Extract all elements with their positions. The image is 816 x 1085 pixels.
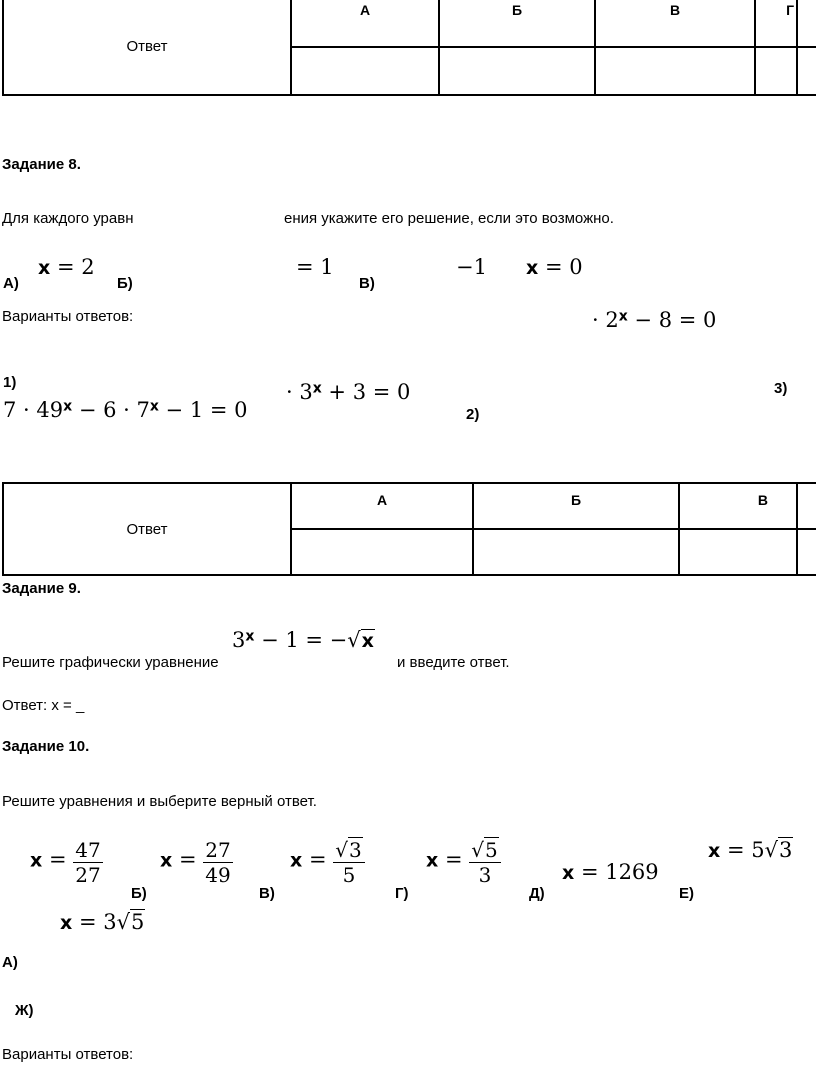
task10-label-b: Б) <box>131 885 147 902</box>
task10-option-b-math: x = $\frac{27}{49}$ <box>160 838 231 887</box>
column-header-a-2: А <box>291 483 473 529</box>
task8-label-b: Б) <box>117 275 133 292</box>
task10-option-d-math: x = 1269 <box>562 860 659 884</box>
answer-cell-extra[interactable] <box>797 47 816 95</box>
task8-math-b: = 1 <box>296 255 334 279</box>
task8-label-1: 1) <box>3 374 17 391</box>
answer-label: Ответ <box>3 0 291 95</box>
task8-math-v: −1 <box>456 255 487 279</box>
task10-variants-label: Варианты ответов: <box>2 1046 134 1063</box>
task8-instruction-part1: Для каждого уравн <box>2 210 134 227</box>
task10-option-g-math: x = $\frac{√5}{3}$ <box>426 838 501 887</box>
task10-option-zh-math: x = 3√5 <box>60 910 145 934</box>
task8-label-2: 2) <box>466 406 480 423</box>
task10-label-g: Г) <box>395 885 409 902</box>
task9-answer: Ответ: x = _ <box>2 697 85 714</box>
column-header-b-2: Б <box>473 483 679 529</box>
task10-option-a-math: x = $\frac{47}{27}$ <box>30 838 101 887</box>
task10-title: Задание 10. <box>2 738 90 755</box>
answer-cell-b-2[interactable] <box>473 529 679 575</box>
task10-option-v-math: x = $\frac{√3}{5}$ <box>290 838 365 887</box>
answer-cell-b[interactable] <box>439 47 595 95</box>
task9-title: Задание 9. <box>2 580 81 597</box>
task9-equation: $3^x - 1 = -√x$ <box>232 628 374 652</box>
answer-cell-a[interactable] <box>291 47 439 95</box>
task10-label-v: В) <box>259 885 275 902</box>
task8-math-g: x = 0 <box>526 255 583 279</box>
task8-variants-label: Варианты ответов: <box>2 308 134 325</box>
answer-cell-g[interactable] <box>755 47 797 95</box>
task8-label-3: 3) <box>774 380 788 397</box>
task8-equation-3: · $2^x - 8 = 0$ <box>592 308 717 332</box>
task8-label-v: В) <box>359 275 375 292</box>
column-header-b: Б <box>439 0 595 47</box>
task10-label-e: Е) <box>679 885 694 902</box>
task9-instruction: Решите графически уравнение <box>2 654 219 671</box>
column-header-v: В <box>595 0 755 47</box>
task10-option-e-math: x = 5√3 <box>708 838 793 862</box>
column-header-g: Г <box>755 0 797 47</box>
task8-title: Задание 8. <box>2 156 81 173</box>
task9-instruction-end: и введите ответ. <box>397 654 510 671</box>
column-header-a: А <box>291 0 439 47</box>
answer-table-1 <box>2 0 816 96</box>
answer-label-2: Ответ <box>3 483 291 575</box>
task8-math-a: x = 2 <box>38 255 95 279</box>
task8-equation-1: $7 \cdot 49^x - 6 \cdot 7^x - 1 = 0$ <box>3 398 248 422</box>
task10-instruction: Решите уравнения и выберите верный ответ. <box>2 793 317 810</box>
answer-cell-extra-2[interactable] <box>797 529 816 575</box>
answer-table-2 <box>2 482 816 576</box>
task10-label-d: Д) <box>529 885 545 902</box>
column-header-extra <box>797 0 816 47</box>
task8-instruction-part2: ения укажите его решение, если это возможно. <box>284 210 614 227</box>
column-header-v-2: В <box>679 483 797 529</box>
task8-label-a: А) <box>3 275 19 292</box>
answer-cell-v[interactable] <box>595 47 755 95</box>
answer-cell-a-2[interactable] <box>291 529 473 575</box>
task10-label-a: А) <box>2 954 18 971</box>
column-header-extra-2 <box>797 483 816 529</box>
answer-cell-v-2[interactable] <box>679 529 797 575</box>
task8-equation-2: · $3^x + 3 = 0$ <box>286 380 411 404</box>
task10-label-zh: Ж) <box>15 1002 34 1019</box>
